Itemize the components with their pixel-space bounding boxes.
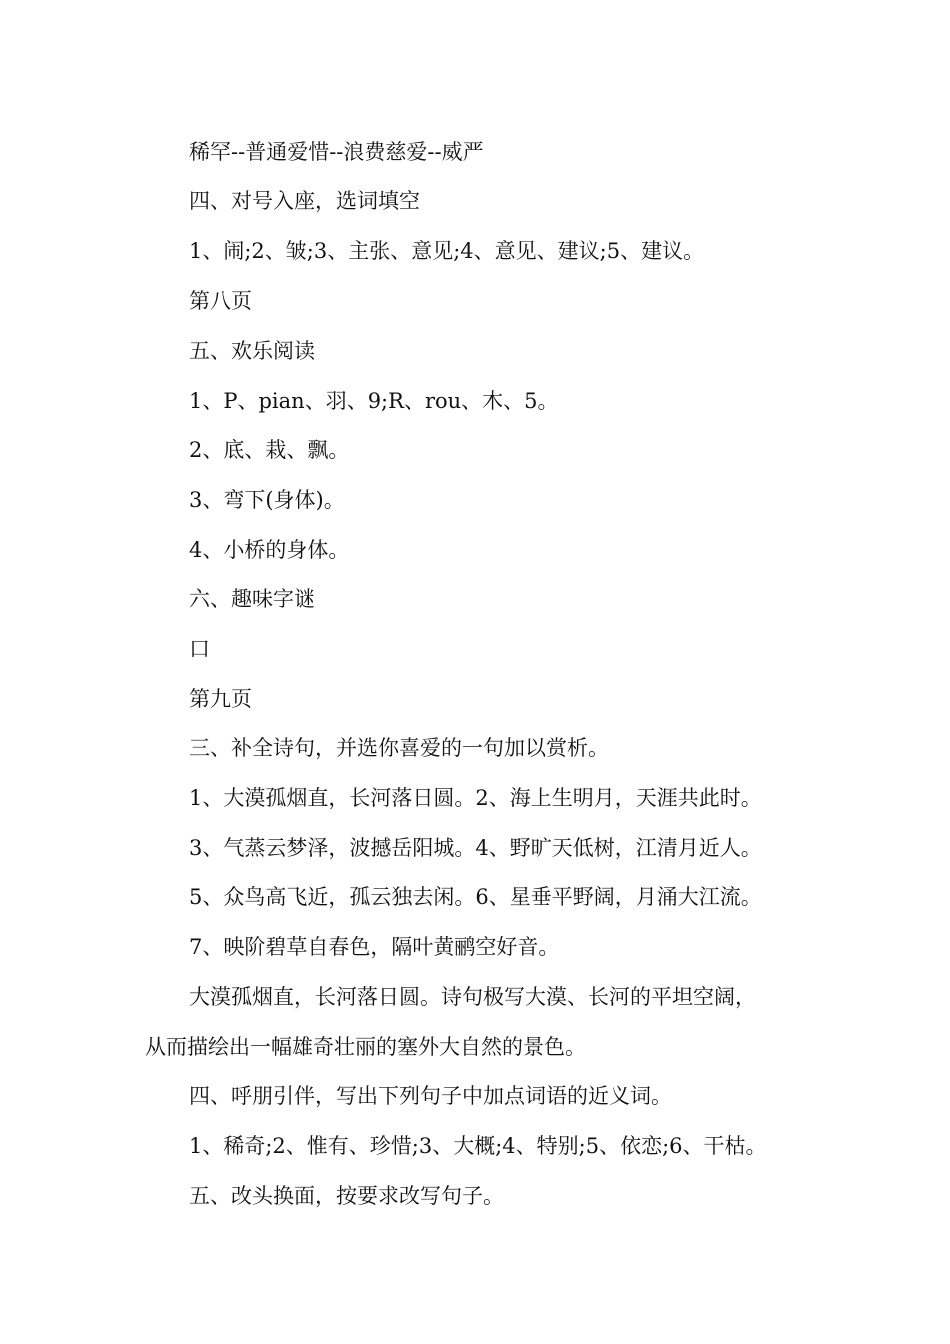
text-line: 7、映阶碧草自春色，隔叶黄鹂空好音。 [189,935,560,959]
section-heading: 四、呼朋引伴，写出下列句子中加点词语的近义词。 [189,1084,672,1108]
text-line: 口 [189,637,210,661]
text-line: 1、大漠孤烟直，长河落日圆。2、海上生明月，天涯共此时。 [189,786,762,810]
page-heading: 第八页 [189,289,252,313]
text-line: 1、P、pian、羽、9;R、rou、木、5。 [189,389,559,413]
text-line: 5、众鸟高飞近，孤云独去闲。6、星垂平野阔，月涌大江流。 [189,885,762,909]
section-heading: 三、补全诗句，并选你喜爱的一句加以赏析。 [189,736,609,760]
section-heading: 六、趣味字谜 [189,587,315,611]
page-heading: 第九页 [189,687,252,711]
text-line: 1、稀奇;2、惟有、珍惜;3、大概;4、特别;5、依恋;6、干枯。 [189,1134,767,1158]
text-line: 1、闹;2、皱;3、主张、意见;4、意见、建议;5、建议。 [189,239,705,263]
section-heading: 五、改头换面，按要求改写句子。 [189,1184,504,1208]
section-heading: 五、欢乐阅读 [189,339,315,363]
paragraph-line: 从而描绘出一幅雄奇壮丽的塞外大自然的景色。 [145,1035,586,1059]
section-heading: 四、对号入座，选词填空 [189,189,420,213]
text-line: 2、底、栽、飘。 [189,438,350,462]
paragraph-line: 大漠孤烟直，长河落日圆。诗句极写大漠、长河的平坦空阔， [189,985,756,1009]
text-line: 4、小桥的身体。 [189,538,350,562]
text-line: 3、弯下(身体)。 [189,488,345,512]
text-line: 稀罕--普通爱惜--浪费慈爱--威严 [189,140,484,164]
text-line: 3、气蒸云梦泽，波撼岳阳城。4、野旷天低树，江清月近人。 [189,836,762,860]
